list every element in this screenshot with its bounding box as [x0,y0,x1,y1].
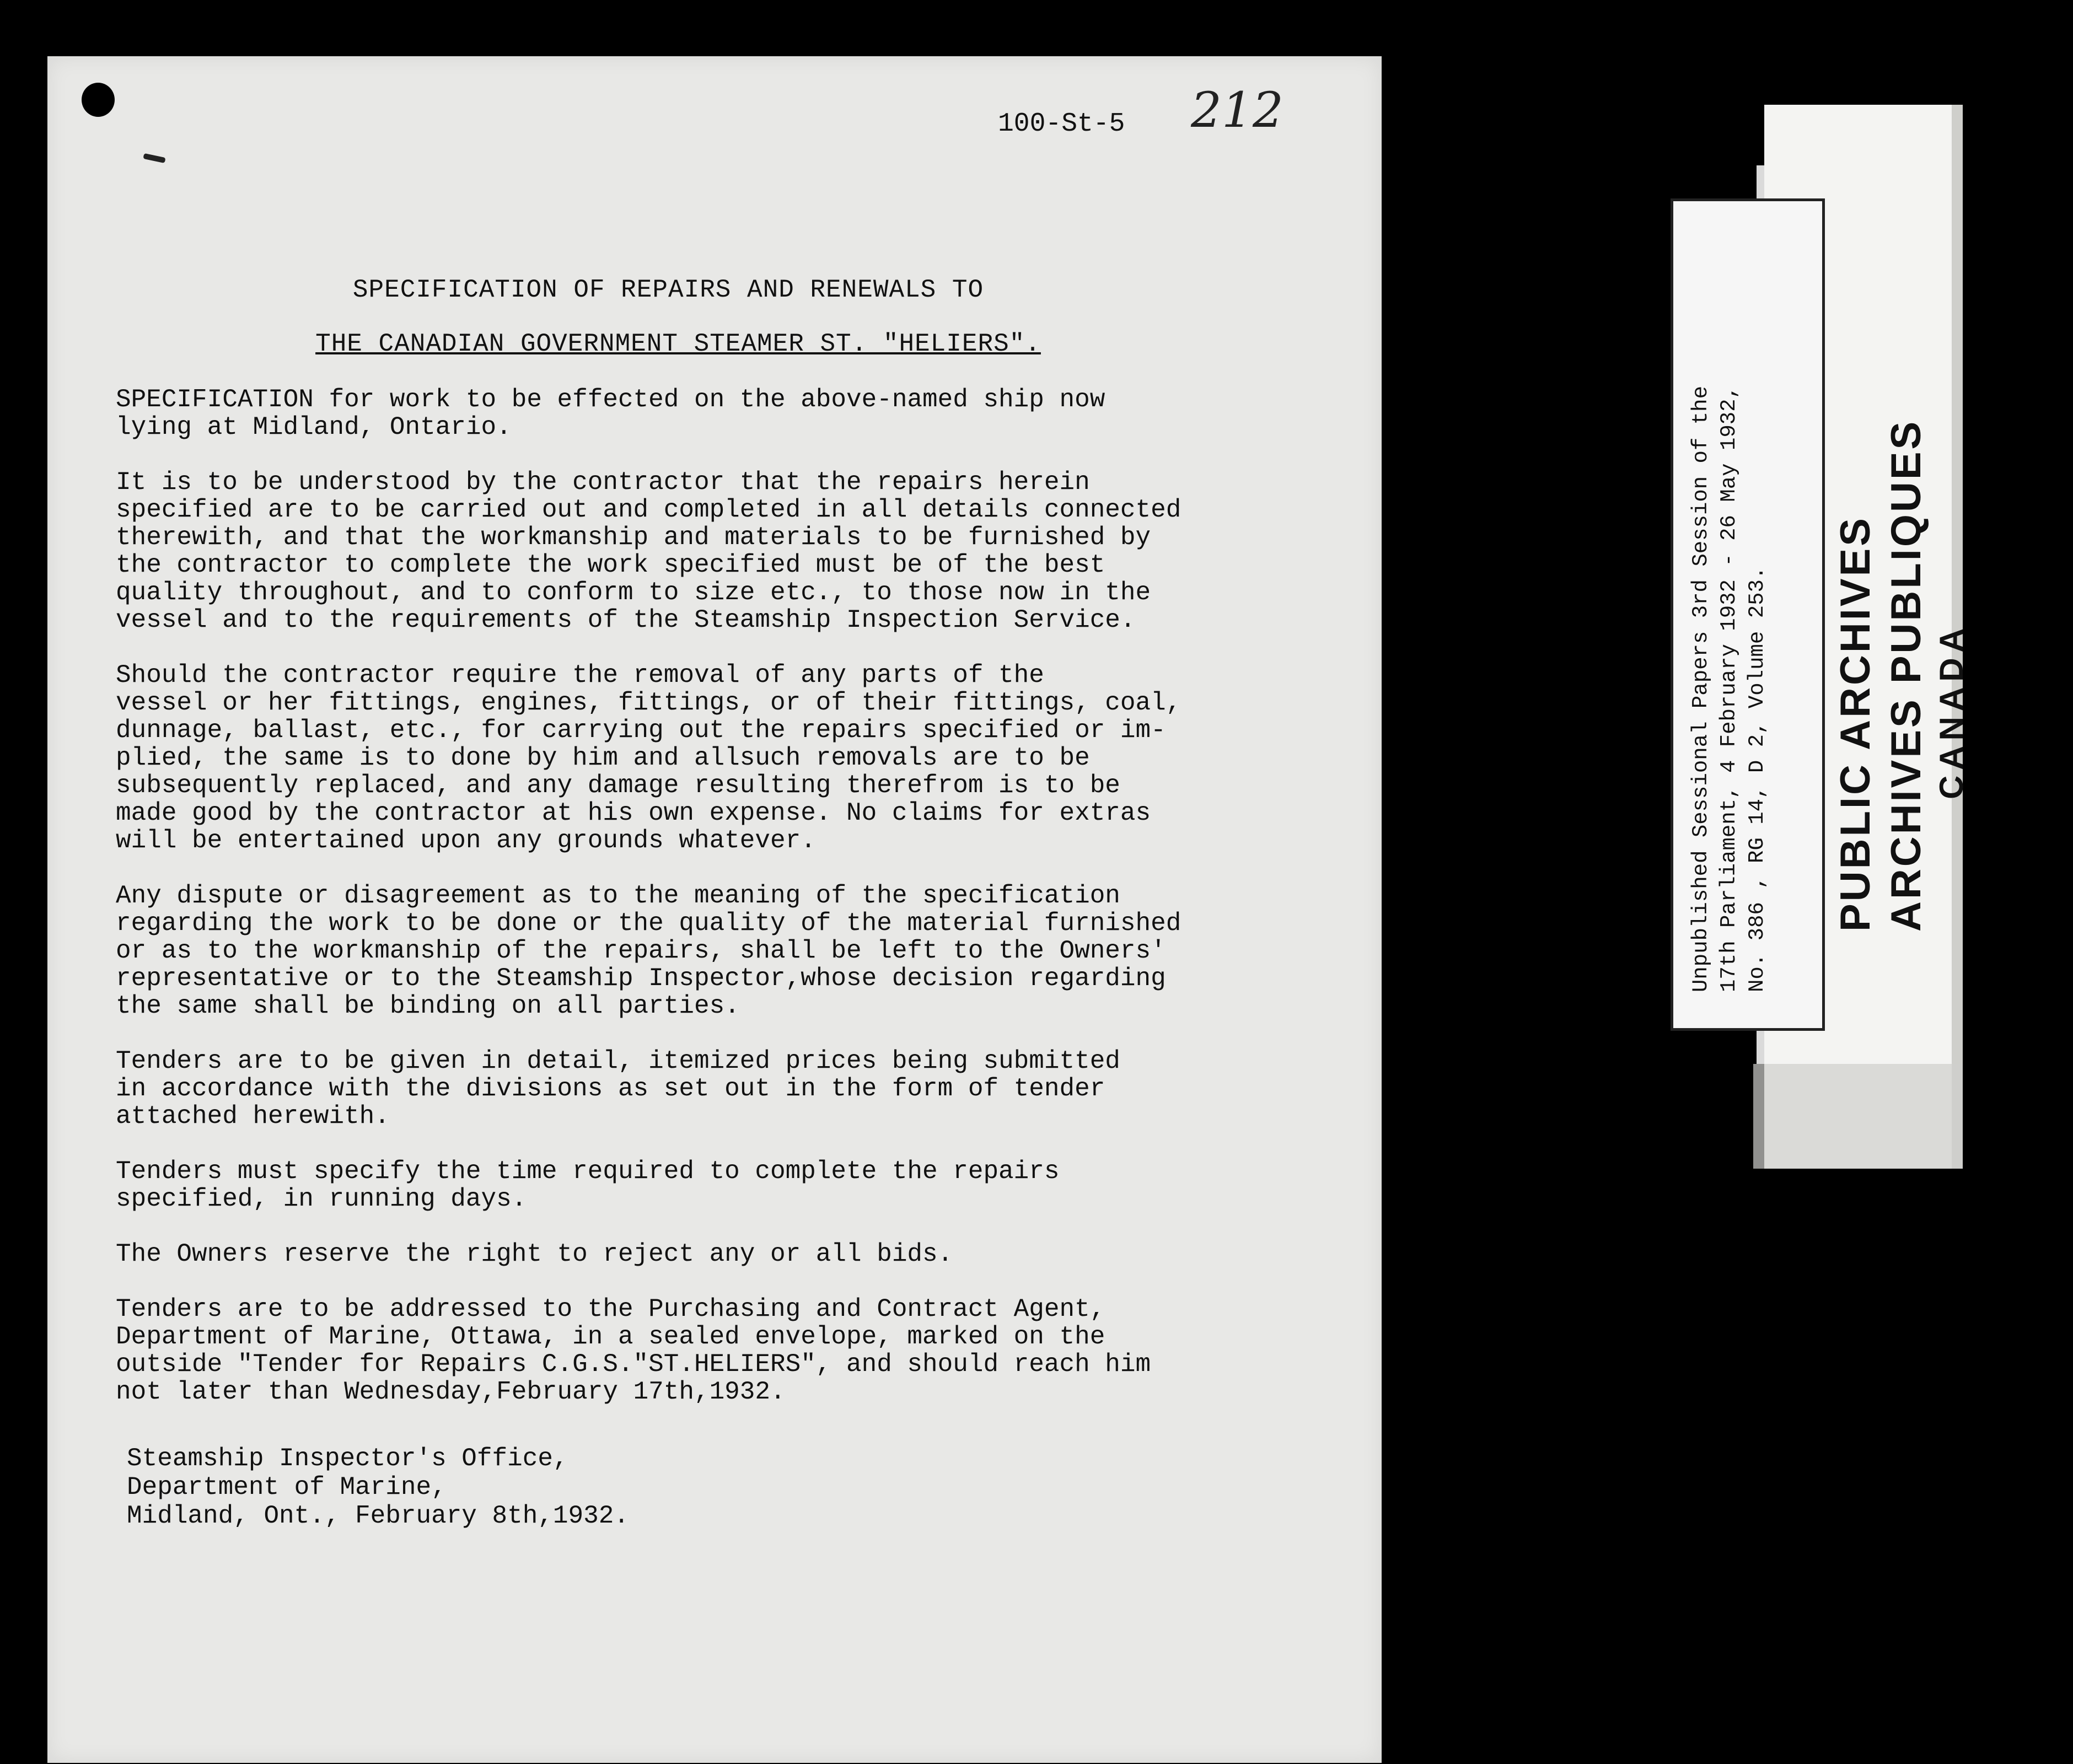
stamp-line-canada: CANADA [1933,623,1970,799]
paragraph: The Owners reserve the right to reject any or all bids. [116,1240,953,1268]
archives-stamp [1830,270,1972,932]
document-title-line2: THE CANADIAN GOVERNMENT STEAMER ST. "HELIERS". [315,330,1041,358]
stamp-line-public-archives: PUBLIC ARCHIVES [1832,516,1879,932]
paragraph: SPECIFICATION for work to be effected on the above-named ship now lying at Midland, Ontario. [116,385,1105,442]
paragraph: Tenders are to be addressed to the Purchasing and Contract Agent, Department of Marine, Ottawa, in a sealed envelope, marked on the outside "Tender for Repairs C.G.S."ST.HELIERS", and should reach him not later than Wednesday,February 17th,1932. [116,1295,1151,1406]
folio-number: 212 [1191,82,1283,138]
paragraph: It is to be understood by the contractor that the repairs herein specified are to be carried out and completed in all details connected therewith, and that the workmanship and materials to be furnished by the contractor to complete the work specified must be of the best quality throughout, and to conform to size etc., to those now in the vessel and to the requirements of the Steamship Inspection Service. [116,468,1181,634]
paragraph: Should the contractor require the removal of any parts of the vessel or her fittings, engines, fittings, or of their fittings, coal, dunnage, ballast, etc., for carrying out the repairs specified or im- plied, the same is to done by him and allsuch removals are to be subsequently replaced, and any damage resulting therefrom is to be made good by the contractor at his own expense. No claims for extras will be entertained upon any grounds whatever. [116,661,1181,855]
reference-number: 100-St-5 [998,109,1125,139]
archive-label-line: No. 386 , RG 14, D 2, Volume 253. [1745,566,1769,992]
archive-label-text [1687,215,1771,992]
stamp-line-archives-publiques: ARCHIVES PUBLIQUES [1883,419,1930,932]
document-title-line1: SPECIFICATION OF REPAIRS AND RENEWALS TO [352,276,984,304]
archive-card-band [1753,1064,1963,1169]
archive-label-line: 17th Parliament, 4 February 1932 - 26 May 1932, [1717,386,1741,992]
document-body [116,386,1334,1433]
paragraph: Tenders are to be given in detail, itemized prices being submitted in accordance with the divisions as set out in the form of tender attached herewith. [116,1047,1120,1131]
signature-line: Midland, Ont., February 8th,1932. [127,1502,629,1530]
signature-block [127,1444,629,1530]
paragraph: Any dispute or disagreement as to the meaning of the specification regarding the work to be done or the quality of the material furnished or as to the workmanship of the repairs, shall be left to the Owners' representative or to the Steamship Inspector,whose decision regarding the same shall be binding on all parties. [116,881,1181,1020]
signature-line: Steamship Inspector's Office, [127,1444,568,1473]
punch-hole [82,83,115,117]
signature-line: Department of Marine, [127,1473,447,1502]
archive-label-line: Unpublished Sessional Papers 3rd Session of the [1689,386,1713,992]
paragraph: Tenders must specify the time required to complete the repairs specified, in running days. [116,1157,1060,1213]
